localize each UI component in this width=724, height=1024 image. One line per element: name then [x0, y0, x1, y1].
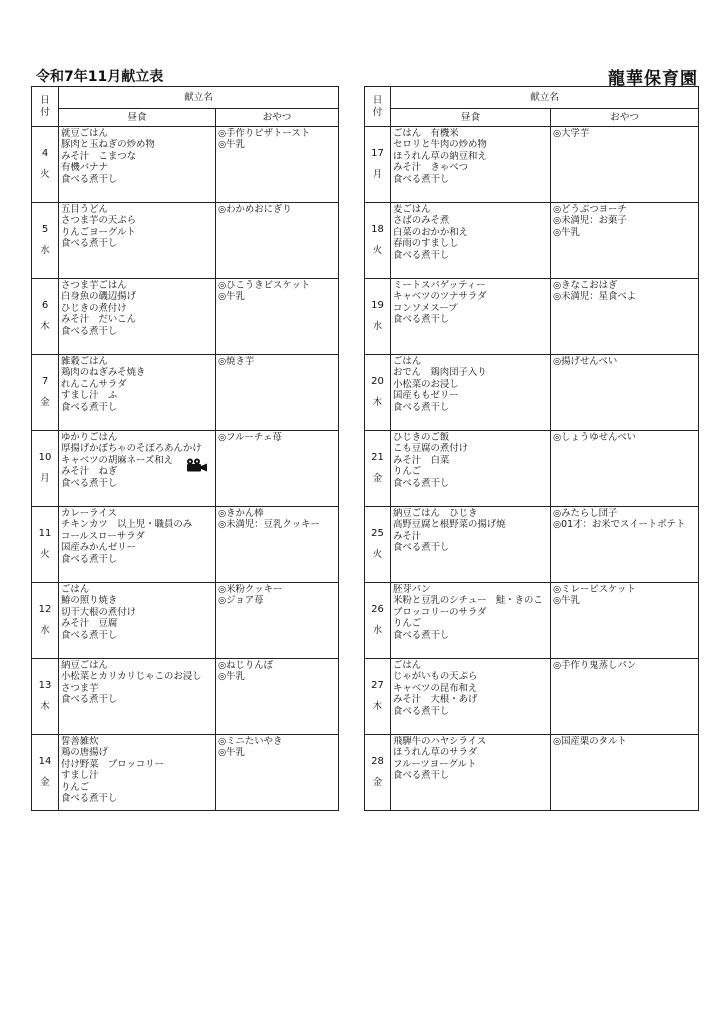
weekday: 水	[372, 321, 383, 332]
lunch-cell	[391, 127, 551, 203]
snack-cell	[551, 431, 699, 507]
lunch-item: 鶏肉のねぎみそ焼き	[61, 367, 146, 379]
day-number: 26	[371, 604, 384, 615]
day-number: 10	[38, 452, 52, 463]
date-column-header	[32, 87, 59, 127]
lunch-item: 納豆ごはん ひじき	[393, 508, 478, 519]
snack-item: ◎きなこおはぎ	[553, 280, 618, 291]
snack-item: ◎みたらし団子	[553, 508, 618, 519]
day-row	[32, 279, 339, 355]
snack-item: ◎わかめおにぎり	[218, 204, 292, 215]
snack-item: ◎焼き芋	[218, 356, 255, 367]
lunch-item: 五目うどん	[61, 204, 108, 215]
snack-cell	[551, 203, 699, 279]
day-number: 19	[371, 300, 384, 311]
weekday: 月	[40, 473, 50, 484]
snack-item: ◎手作りピザトースト	[218, 128, 311, 139]
day-number: 17	[371, 148, 384, 159]
snack-cell	[551, 279, 699, 355]
snack-item: ◎フルーチェ苺	[218, 432, 282, 443]
date-cell	[365, 659, 391, 735]
lunch-cell	[59, 735, 216, 811]
lunch-item: ミートスパゲッティー	[393, 280, 486, 291]
lunch-item: ごはん	[61, 584, 90, 595]
lunch-item: 鶏の唐揚げ	[61, 747, 108, 759]
lunch-item: 食べる煮干し	[61, 173, 118, 185]
lunch-item: ほうれん草の納豆和え	[393, 150, 487, 162]
snack-cell	[551, 507, 699, 583]
lunch-item: 食べる煮干し	[393, 705, 450, 717]
day-row	[365, 279, 699, 355]
weekday: 火	[40, 169, 50, 180]
lunch-item: 国産みかんゼリー	[61, 542, 137, 554]
lunch-item: 食べる煮干し	[61, 793, 118, 805]
lunch-item: 食べる煮干し	[393, 173, 450, 185]
day-number: 14	[38, 756, 52, 767]
snack-item: ◎ミレービスケット	[553, 584, 636, 595]
day-number: 25	[371, 528, 384, 539]
day-number: 11	[38, 528, 52, 539]
date-header-char-2: 付	[372, 106, 383, 118]
weekday: 金	[372, 777, 383, 788]
lunch-item: 白菜のおかか和え	[393, 226, 469, 238]
lunch-cell	[59, 659, 216, 735]
snack-cell	[216, 279, 339, 355]
snack-item: ◎牛乳	[218, 747, 245, 759]
lunch-item: みそ汁 ねぎ	[61, 466, 118, 478]
lunch-cell	[391, 431, 551, 507]
lunch-cell	[391, 355, 551, 431]
lunch-item: 食べる煮干し	[393, 477, 450, 489]
lunch-item: 雑穀ごはん	[61, 356, 108, 367]
lunch-item: 付け野菜 ブロッコリー	[61, 758, 164, 770]
day-row	[365, 431, 699, 507]
date-cell	[32, 203, 59, 279]
day-number: 7	[41, 376, 49, 387]
lunch-item: みそ汁 だいこん	[61, 314, 137, 326]
lunch-item: さばのみそ煮	[393, 215, 450, 227]
weekday: 金	[40, 777, 50, 788]
lunch-item: りんごヨーグルト	[61, 226, 136, 238]
day-row	[365, 127, 699, 203]
snack-cell	[551, 735, 699, 811]
lunch-item: 食べる煮干し	[61, 401, 118, 413]
day-number: 20	[371, 376, 384, 387]
snack-item: ◎揚げせんべい	[553, 356, 618, 367]
date-cell	[32, 507, 59, 583]
lunch-item: 食べる煮干し	[61, 238, 118, 250]
weekday: 木	[40, 701, 50, 712]
snack-item: ◎未満児：お菓子	[553, 215, 627, 227]
lunch-cell	[391, 659, 551, 735]
lunch-cell	[391, 203, 551, 279]
day-number: 27	[371, 680, 384, 691]
menu-table-left	[31, 86, 339, 811]
day-row	[32, 127, 339, 203]
snack-item: ◎未満児：豆乳クッキー	[218, 519, 320, 531]
date-cell	[365, 203, 391, 279]
date-cell	[32, 127, 59, 203]
weekday: 火	[372, 549, 383, 560]
snack-cell	[216, 735, 339, 811]
lunch-item: おでん 鶏肉団子入り	[393, 367, 487, 379]
snack-item: ◎手作り鬼蒸しパン	[553, 660, 637, 671]
snack-item: ◎ひこうきビスケット	[218, 280, 311, 291]
lunch-cell	[391, 583, 551, 659]
date-cell	[32, 583, 59, 659]
school-name: 龍華保育園	[608, 69, 698, 89]
lunch-item: 食べる煮干し	[393, 314, 450, 326]
lunch-cell	[59, 355, 216, 431]
lunch-item: 食べる煮干し	[393, 770, 450, 782]
lunch-item: 麦ごはん	[393, 204, 431, 215]
lunch-cell	[59, 203, 216, 279]
lunch-cell	[391, 735, 551, 811]
lunch-item: さつま芋ごはん	[61, 280, 127, 291]
date-cell	[365, 735, 391, 811]
day-number: 28	[371, 756, 384, 767]
lunch-item: みそ汁 白菜	[393, 454, 450, 466]
weekday: 木	[372, 397, 383, 408]
date-cell	[32, 431, 59, 507]
day-row	[365, 735, 699, 811]
lunch-item: 食べる煮干し	[393, 401, 450, 413]
weekday: 木	[40, 321, 50, 332]
lunch-item: 納豆ごはん	[61, 660, 108, 671]
lunch-item: フルーツヨーグルト	[393, 758, 477, 770]
snack-cell	[216, 203, 339, 279]
snack-cell	[216, 583, 339, 659]
lunch-item: 米粉と豆乳のシチュー 鮭・きのこ	[393, 595, 543, 607]
lunch-item: カレーライス	[61, 508, 117, 519]
lunch-item: 食べる煮干し	[393, 629, 450, 641]
day-number: 18	[371, 224, 384, 235]
camera-icon	[186, 458, 208, 472]
lunch-item: 食べる煮干し	[61, 325, 118, 337]
lunch-item: コールスローサラダ	[61, 530, 145, 542]
lunch-cell	[391, 507, 551, 583]
lunch-item: すまし汁	[61, 770, 99, 782]
date-cell	[365, 507, 391, 583]
lunch-item: 就豆ごはん	[61, 128, 108, 139]
snack-cell	[551, 583, 699, 659]
snack-cell	[216, 507, 339, 583]
weekday: 水	[40, 625, 50, 636]
lunch-item: こも豆腐の煮付け	[393, 443, 469, 455]
lunch-item: りんご	[61, 781, 90, 793]
day-row	[32, 583, 339, 659]
snack-cell	[551, 355, 699, 431]
lunch-item: れんこんサラダ	[61, 378, 127, 390]
lunch-item: ゆかりごはん	[61, 432, 118, 443]
lunch-item: 厚揚げかぼちゃのそぼろあんかけ	[61, 443, 202, 455]
date-header-char-1: 日	[372, 94, 383, 106]
weekday: 金	[372, 473, 383, 484]
lunch-item: ごはん	[393, 356, 422, 367]
lunch-item: コンソメスープ	[393, 302, 458, 314]
snack-cell	[551, 659, 699, 735]
lunch-item: 胚芽パン	[393, 584, 431, 595]
date-column-header	[365, 87, 391, 127]
snack-item: ◎きかん棒	[218, 508, 264, 519]
day-number: 6	[41, 300, 49, 311]
lunch-item: キャベツのツナサラダ	[393, 291, 487, 303]
weekday: 水	[40, 245, 50, 256]
date-header-char-2: 付	[40, 106, 50, 118]
date-cell	[365, 127, 391, 203]
lunch-item: 切干大根の煮付け	[61, 606, 137, 618]
lunch-item: みそ汁 豆腐	[61, 618, 118, 630]
weekday: 火	[40, 549, 50, 560]
lunch-item: 高野豆腐と根野菜の揚げ焼	[393, 519, 506, 531]
snack-item: ◎牛乳	[218, 139, 245, 151]
lunch-item: みそ汁 きゃべつ	[393, 162, 469, 174]
lunch-item: みそ汁 こまつな	[61, 150, 137, 162]
snack-item: ◎国産栗のタルト	[553, 736, 627, 747]
snack-cell	[551, 127, 699, 203]
day-number: 4	[41, 148, 49, 159]
day-row	[32, 735, 339, 811]
lunch-item: ひじきのご飯	[393, 432, 450, 443]
lunch-item: すまし汁 ふ	[61, 390, 118, 402]
lunch-item: キャベツの胡麻ネーズ和え	[61, 454, 174, 466]
snack-item: ◎米粉クッキー	[218, 584, 283, 595]
snack-cell	[216, 355, 339, 431]
lunch-item: 食べる煮干し	[61, 694, 118, 706]
lunch-header: 昼食	[391, 109, 551, 127]
date-cell	[365, 583, 391, 659]
menu-name-header: 献立名	[391, 87, 699, 109]
lunch-item: 有機バナナ	[61, 162, 108, 174]
date-cell	[365, 431, 391, 507]
snack-item: ◎未満児：星食べよ	[553, 291, 637, 303]
lunch-cell	[391, 279, 551, 355]
day-row	[365, 507, 699, 583]
lunch-header: 昼食	[59, 109, 216, 127]
lunch-cell	[59, 127, 216, 203]
day-number: 21	[371, 452, 384, 463]
weekday: 水	[372, 625, 383, 636]
day-row	[32, 355, 339, 431]
snack-cell	[216, 127, 339, 203]
lunch-item: 春雨のすましし	[393, 238, 459, 250]
lunch-item: ごはん	[393, 660, 422, 671]
snack-item: ◎ねじりんぼ	[218, 660, 274, 671]
snack-item: ◎大学芋	[553, 128, 590, 139]
snack-item: ◎牛乳	[218, 291, 245, 303]
snack-item: ◎どうぶつヨーチ	[553, 204, 627, 215]
day-row	[32, 659, 339, 735]
date-cell	[32, 659, 59, 735]
day-number: 5	[41, 224, 49, 235]
lunch-item: みそ汁	[393, 530, 422, 542]
lunch-item: キャベツの昆布和え	[393, 682, 478, 694]
lunch-item: 鰆の照り焼き	[61, 595, 118, 607]
snack-item: ◎牛乳	[553, 595, 580, 607]
weekday: 火	[372, 245, 383, 256]
snack-header: おやつ	[216, 109, 339, 127]
snack-item: ◎牛乳	[553, 226, 580, 238]
lunch-item: セロリと牛肉の炒め物	[393, 139, 487, 151]
lunch-item: 食べる煮干し	[61, 553, 118, 565]
lunch-cell	[59, 279, 216, 355]
lunch-item: 飛騨牛のハヤシライス	[393, 736, 487, 747]
snack-item: ◎牛乳	[218, 671, 245, 683]
day-row	[32, 203, 339, 279]
day-row	[365, 583, 699, 659]
snack-cell	[216, 659, 339, 735]
menu-name-header: 献立名	[59, 87, 339, 109]
lunch-item: 食べる煮干し	[61, 477, 118, 489]
lunch-item: ごはん 有機米	[393, 128, 459, 139]
lunch-item: りんご	[393, 618, 422, 630]
snack-item: ◎ミニたいやき	[218, 736, 283, 747]
menu-table-right	[364, 86, 699, 811]
day-number: 13	[38, 680, 52, 691]
lunch-cell	[59, 583, 216, 659]
lunch-item: チキンカツ 以上児・職員のみ	[61, 519, 193, 531]
lunch-item: 白身魚の磯辺揚げ	[61, 291, 137, 303]
day-row	[365, 659, 699, 735]
lunch-item: 豚肉と玉ねぎの炒め物	[61, 139, 155, 151]
weekday: 木	[372, 701, 383, 712]
lunch-item: 誓善雑炊	[61, 736, 99, 747]
date-cell	[32, 279, 59, 355]
snack-item: ◎01才：お米でスイートポテト	[553, 519, 686, 531]
day-row	[32, 507, 339, 583]
lunch-item: 食べる煮干し	[393, 542, 450, 554]
date-header-char-1: 日	[40, 94, 50, 106]
document-title: 令和7年11月献立表	[36, 69, 164, 85]
lunch-item: 小松菜のお浸し	[393, 378, 459, 390]
day-row	[365, 203, 699, 279]
lunch-item: 食べる煮干し	[61, 629, 118, 641]
date-cell	[365, 279, 391, 355]
date-cell	[32, 355, 59, 431]
snack-item: ◎しょうゆせんべい	[553, 432, 636, 443]
day-row	[365, 355, 699, 431]
lunch-item: ほうれん草のサラダ	[393, 747, 478, 759]
weekday: 金	[40, 397, 50, 408]
lunch-item: 食べる煮干し	[393, 249, 450, 261]
lunch-item: 国産ももゼリー	[393, 390, 459, 402]
day-row	[32, 431, 339, 507]
lunch-item: みそ汁 大根・あげ	[393, 694, 478, 706]
date-cell	[32, 735, 59, 811]
weekday: 月	[372, 169, 383, 180]
date-cell	[365, 355, 391, 431]
lunch-item: ブロッコリーのサラダ	[393, 606, 487, 618]
day-number: 12	[38, 604, 52, 615]
snack-header: おやつ	[551, 109, 699, 127]
lunch-item: さつま芋の天ぷら	[61, 215, 137, 227]
lunch-item: じゃがいもの天ぷら	[393, 671, 478, 683]
lunch-item: さつま芋	[61, 682, 99, 694]
lunch-cell	[59, 507, 216, 583]
lunch-item: りんご	[393, 466, 422, 478]
lunch-item: ひじきの煮付け	[61, 302, 127, 314]
snack-cell	[216, 431, 339, 507]
snack-item: ◎ジョア苺	[218, 595, 264, 607]
lunch-item: 小松菜とカリカリじゃこのお浸し	[61, 671, 202, 683]
